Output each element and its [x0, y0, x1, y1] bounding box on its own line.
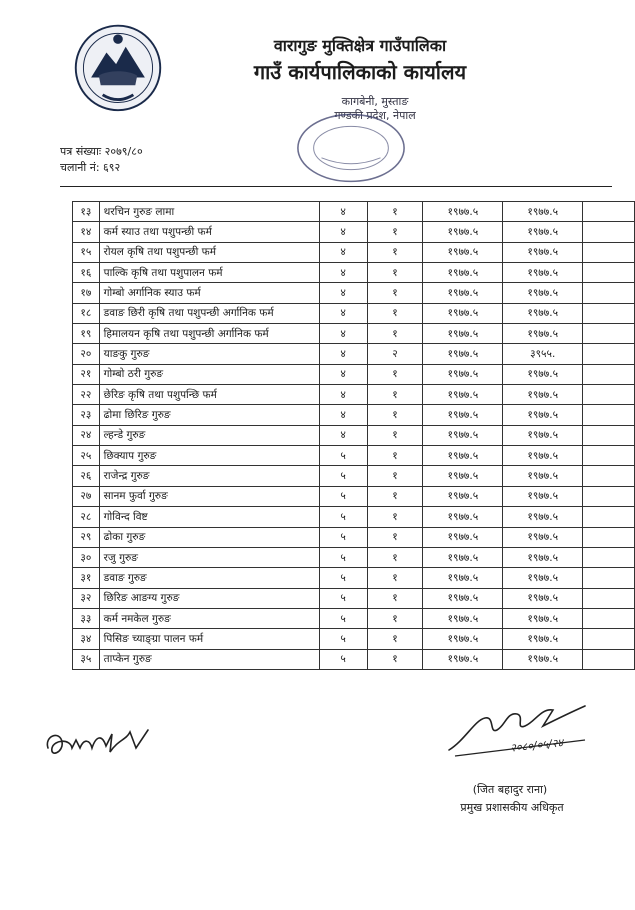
recipient-table	[72, 201, 635, 670]
table-row	[73, 527, 635, 547]
remarks-cell	[583, 344, 635, 364]
dispatch-number: चलानी नं: ६९२	[60, 161, 121, 174]
rate-cell: १९७७.५	[423, 446, 503, 466]
amount-cell: १९७७.५	[503, 446, 583, 466]
quantity-cell: १	[367, 303, 423, 323]
name-cell: गोम्बो अर्गानिक स्याउ फर्म	[99, 283, 319, 303]
remarks-cell	[583, 222, 635, 242]
rate-cell: १९७७.५	[423, 263, 503, 283]
table-row	[73, 507, 635, 527]
quantity-cell: १	[367, 324, 423, 344]
office-seal-icon	[292, 106, 410, 186]
rate-cell: १९७७.५	[423, 364, 503, 384]
remarks-cell	[583, 202, 635, 222]
rate-cell: १९७७.५	[423, 588, 503, 608]
rate-cell: १९७७.५	[423, 303, 503, 323]
ward-cell: ४	[319, 242, 367, 262]
ward-cell: ४	[319, 303, 367, 323]
serial-number-cell: ३३	[73, 608, 100, 628]
quantity-cell: १	[367, 466, 423, 486]
serial-number-cell: २९	[73, 527, 100, 547]
amount-cell: १९७७.५	[503, 629, 583, 649]
name-cell: गोविन्द विष्ट	[99, 507, 319, 527]
quantity-cell: १	[367, 588, 423, 608]
remarks-cell	[583, 446, 635, 466]
table-row	[73, 263, 635, 283]
rate-cell: १९७७.५	[423, 466, 503, 486]
serial-number-cell: २५	[73, 446, 100, 466]
name-cell: रजु गुरुङ	[99, 547, 319, 567]
nepal-emblem-icon	[70, 18, 166, 114]
table-row	[73, 486, 635, 506]
ward-cell: ५	[319, 486, 367, 506]
quantity-cell: १	[367, 405, 423, 425]
rate-cell: १९७७.५	[423, 486, 503, 506]
remarks-cell	[583, 649, 635, 669]
name-cell: पिसिङ च्याङ्ग्रा पालन फर्म	[99, 629, 319, 649]
ward-cell: ४	[319, 405, 367, 425]
quantity-cell: १	[367, 507, 423, 527]
serial-number-cell: २३	[73, 405, 100, 425]
table-row	[73, 324, 635, 344]
quantity-cell: २	[367, 344, 423, 364]
remarks-cell	[583, 608, 635, 628]
office-province: गण्डकी प्रदेश, नेपाल	[334, 109, 416, 122]
ward-cell: ४	[319, 385, 367, 405]
ward-cell: ४	[319, 222, 367, 242]
amount-cell: १९७७.५	[503, 222, 583, 242]
ward-cell: ४	[319, 364, 367, 384]
municipality-name: वारागुङ मुक्तिक्षेत्र गाउँपालिका	[273, 36, 447, 55]
serial-number-cell: १३	[73, 202, 100, 222]
table-row	[73, 466, 635, 486]
table-row	[73, 446, 635, 466]
serial-number-cell: १७	[73, 283, 100, 303]
rate-cell: १९७७.५	[423, 385, 503, 405]
amount-cell: १९७७.५	[503, 405, 583, 425]
remarks-cell	[583, 364, 635, 384]
name-cell: ढोमा छिरिङ गुरुङ	[99, 405, 319, 425]
amount-cell: १९७७.५	[503, 568, 583, 588]
remarks-cell	[583, 547, 635, 567]
amount-cell: १९७७.५	[503, 283, 583, 303]
ward-cell: ४	[319, 202, 367, 222]
name-cell: ताप्केन गुरुङ	[99, 649, 319, 669]
remarks-cell	[583, 486, 635, 506]
remarks-cell	[583, 425, 635, 445]
remarks-cell	[583, 405, 635, 425]
quantity-cell: १	[367, 425, 423, 445]
name-cell: ल्हन्डे गुरुङ	[99, 425, 319, 445]
remarks-cell	[583, 283, 635, 303]
rate-cell: १९७७.५	[423, 608, 503, 628]
name-cell: छिक्याप गुरुङ	[99, 446, 319, 466]
name-cell: राजेन्द्र गुरुङ	[99, 466, 319, 486]
letter-number: पत्र संख्याः २०७९/८०	[60, 145, 143, 158]
quantity-cell: १	[367, 385, 423, 405]
name-cell: याङकु गुरुङ	[99, 344, 319, 364]
table-row	[73, 202, 635, 222]
serial-number-cell: ३१	[73, 568, 100, 588]
serial-number-cell: २६	[73, 466, 100, 486]
serial-number-cell: १९	[73, 324, 100, 344]
remarks-cell	[583, 263, 635, 283]
ward-cell: ५	[319, 588, 367, 608]
serial-number-cell: २७	[73, 486, 100, 506]
remarks-cell	[583, 568, 635, 588]
amount-cell: १९७७.५	[503, 242, 583, 262]
ward-cell: ४	[319, 344, 367, 364]
table-row	[73, 425, 635, 445]
serial-number-cell: २०	[73, 344, 100, 364]
table-row	[73, 222, 635, 242]
name-cell: कर्म स्याउ तथा पशुपन्छी फर्म	[99, 222, 319, 242]
rate-cell: १९७७.५	[423, 202, 503, 222]
remarks-cell	[583, 324, 635, 344]
serial-number-cell: २८	[73, 507, 100, 527]
amount-cell: १९७७.५	[503, 608, 583, 628]
quantity-cell: १	[367, 608, 423, 628]
quantity-cell: १	[367, 446, 423, 466]
amount-cell: १९७७.५	[503, 385, 583, 405]
amount-cell: १९७७.५	[503, 364, 583, 384]
name-cell: डवाङ गुरुङ	[99, 568, 319, 588]
amount-cell: १९७७.५	[503, 202, 583, 222]
serial-number-cell: १८	[73, 303, 100, 323]
quantity-cell: १	[367, 547, 423, 567]
table-row	[73, 344, 635, 364]
serial-number-cell: १६	[73, 263, 100, 283]
quantity-cell: १	[367, 283, 423, 303]
amount-cell: १९७७.५	[503, 588, 583, 608]
serial-number-cell: ३५	[73, 649, 100, 669]
amount-cell: १९७७.५	[503, 649, 583, 669]
name-cell: छिरिङ आङग्य गुरुङ	[99, 588, 319, 608]
name-cell: गोम्बो ठरी गुरुङ	[99, 364, 319, 384]
signature-date: २०८०/०५/२४	[509, 736, 564, 755]
ward-cell: ५	[319, 608, 367, 628]
amount-cell: १९७७.५	[503, 527, 583, 547]
serial-number-cell: ३४	[73, 629, 100, 649]
amount-cell: १९७७.५	[503, 425, 583, 445]
ward-cell: ५	[319, 466, 367, 486]
remarks-cell	[583, 242, 635, 262]
serial-number-cell: २२	[73, 385, 100, 405]
rate-cell: १९७७.५	[423, 568, 503, 588]
table-row	[73, 283, 635, 303]
officer-name: (जित बहादुर राना)	[472, 783, 548, 796]
table-row	[73, 405, 635, 425]
amount-cell: १९७७.५	[503, 303, 583, 323]
serial-number-cell: ३२	[73, 588, 100, 608]
quantity-cell: १	[367, 364, 423, 384]
serial-number-cell: १५	[73, 242, 100, 262]
amount-cell: १९७७.५	[503, 507, 583, 527]
amount-cell: १९७७.५	[503, 486, 583, 506]
rate-cell: १९७७.५	[423, 222, 503, 242]
quantity-cell: १	[367, 649, 423, 669]
ward-cell: ४	[319, 425, 367, 445]
header-divider	[60, 186, 612, 187]
rate-cell: १९७७.५	[423, 405, 503, 425]
quantity-cell: १	[367, 242, 423, 262]
amount-cell: ३९५५.	[503, 344, 583, 364]
table-row	[73, 649, 635, 669]
name-cell: ढोका गुरुङ	[99, 527, 319, 547]
ward-cell: ५	[319, 527, 367, 547]
ward-cell: ५	[319, 446, 367, 466]
table-row	[73, 608, 635, 628]
rate-cell: १९७७.५	[423, 629, 503, 649]
name-cell: डवाङ छिरी कृषि तथा पशुपन्छी अर्गानिक फर्म	[99, 303, 319, 323]
quantity-cell: १	[367, 202, 423, 222]
initials-signature	[40, 718, 160, 768]
quantity-cell: १	[367, 629, 423, 649]
serial-number-cell: ३०	[73, 547, 100, 567]
ward-cell: ५	[319, 547, 367, 567]
rate-cell: १९७७.५	[423, 507, 503, 527]
quantity-cell: १	[367, 486, 423, 506]
table-row	[73, 385, 635, 405]
serial-number-cell: २१	[73, 364, 100, 384]
rate-cell: १९७७.५	[423, 324, 503, 344]
name-cell: छेरिङ कृषि तथा पशुपन्छि फर्म	[99, 385, 319, 405]
name-cell: रोयल कृषि तथा पशुपन्छी फर्म	[99, 242, 319, 262]
table-row	[73, 588, 635, 608]
office-name: गाउँ कार्यपालिकाको कार्यालय	[253, 60, 467, 84]
remarks-cell	[583, 588, 635, 608]
remarks-cell	[583, 527, 635, 547]
serial-number-cell: १४	[73, 222, 100, 242]
name-cell: पाल्कि कृषि तथा पशुपालन फर्म	[99, 263, 319, 283]
name-cell: थरचिन गुरुङ लामा	[99, 202, 319, 222]
officer-designation: प्रमुख प्रशासकीय अधिकृत	[460, 801, 564, 814]
amount-cell: १९७७.५	[503, 263, 583, 283]
remarks-cell	[583, 385, 635, 405]
table-row	[73, 303, 635, 323]
ward-cell: ४	[319, 324, 367, 344]
table-row	[73, 364, 635, 384]
rate-cell: १९७७.५	[423, 242, 503, 262]
ward-cell: ५	[319, 507, 367, 527]
table-row	[73, 547, 635, 567]
table-row	[73, 242, 635, 262]
remarks-cell	[583, 507, 635, 527]
name-cell: सानम फुर्वा गुरुङ	[99, 486, 319, 506]
quantity-cell: १	[367, 263, 423, 283]
quantity-cell: १	[367, 222, 423, 242]
amount-cell: १९७७.५	[503, 324, 583, 344]
rate-cell: १९७७.५	[423, 425, 503, 445]
remarks-cell	[583, 629, 635, 649]
quantity-cell: १	[367, 527, 423, 547]
amount-cell: १९७७.५	[503, 547, 583, 567]
ward-cell: ४	[319, 283, 367, 303]
rate-cell: १९७७.५	[423, 283, 503, 303]
rate-cell: १९७७.५	[423, 547, 503, 567]
name-cell: कर्म नमकेल गुरुङ	[99, 608, 319, 628]
rate-cell: १९७७.५	[423, 344, 503, 364]
quantity-cell: १	[367, 568, 423, 588]
ward-cell: ५	[319, 568, 367, 588]
serial-number-cell: २४	[73, 425, 100, 445]
ward-cell: ५	[319, 629, 367, 649]
amount-cell: १९७७.५	[503, 466, 583, 486]
table-row	[73, 629, 635, 649]
table-row	[73, 568, 635, 588]
rate-cell: १९७७.५	[423, 649, 503, 669]
ward-cell: ५	[319, 649, 367, 669]
name-cell: हिमालयन कृषि तथा पशुपन्छी अर्गानिक फर्म	[99, 324, 319, 344]
remarks-cell	[583, 466, 635, 486]
ward-cell: ४	[319, 263, 367, 283]
office-location: कागबेनी, मुस्ताङ	[341, 95, 409, 108]
remarks-cell	[583, 303, 635, 323]
rate-cell: १९७७.५	[423, 527, 503, 547]
